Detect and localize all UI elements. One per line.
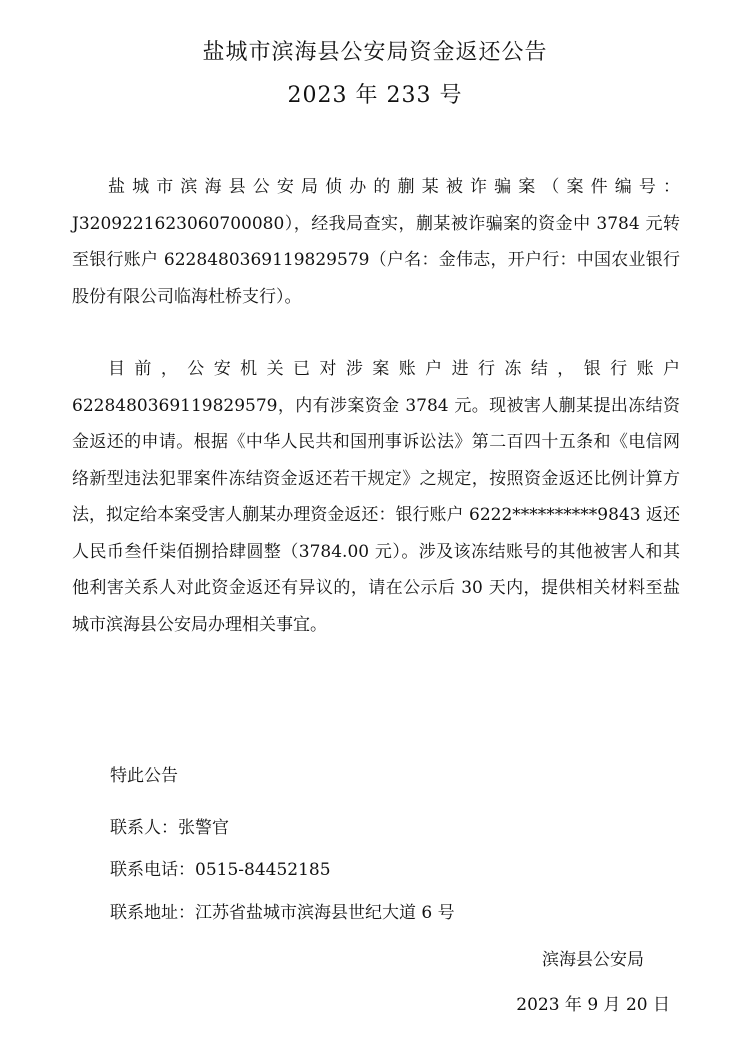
document-title: 盐城市滨海县公安局资金返还公告 [202, 40, 548, 65]
issuer-signature: 滨海县公安局 [542, 950, 644, 970]
contact-phone: 联系电话：0515-84452185 [110, 860, 331, 880]
special-notice: 特此公告 [110, 766, 178, 786]
contact-person: 联系人：张警官 [110, 818, 229, 838]
body-paragraph-refund: 目前，公安机关已对涉案账户进行冻结，银行账户 6228480369119829579，内有涉案资金 3784 元。现被害人蒯某提出冻结资金返还的申请。根据《中华人民共和国刑事诉讼法》第二百四十五条和《电信网络新型违法犯罪案件冻结资金返还若干规定》之规定，按照资金返还比例计算方法，拟定给本案受害人蒯某办理资金返还：银行账户 6222**********9843 返还人民币叁仟柒佰捌拾肆圆整（3784.00 元）。涉及该冻结账号的其他被害人和其他利害关系人对此资金返还有异议的，请在公示后 30 天内，提供相关材料至盐城市滨海县公安局办理相关事宜。 [72, 359, 680, 635]
document-number: 2023 年 233 号 [287, 83, 463, 108]
body-paragraph-case: 盐城市滨海县公安局侦办的蒯某被诈骗案（案件编号：J3209221623060700080），经我局查实，蒯某被诈骗案的资金中 3784 元转至银行账户 6228480369119829579（户名：金伟志，开户行：中国农业银行股份有限公司临海杜桥支行）。 [72, 177, 680, 307]
contact-address: 联系地址：江苏省盐城市滨海县世纪大道 6 号 [110, 903, 455, 923]
issue-date: 2023 年 9 月 20 日 [516, 995, 670, 1015]
